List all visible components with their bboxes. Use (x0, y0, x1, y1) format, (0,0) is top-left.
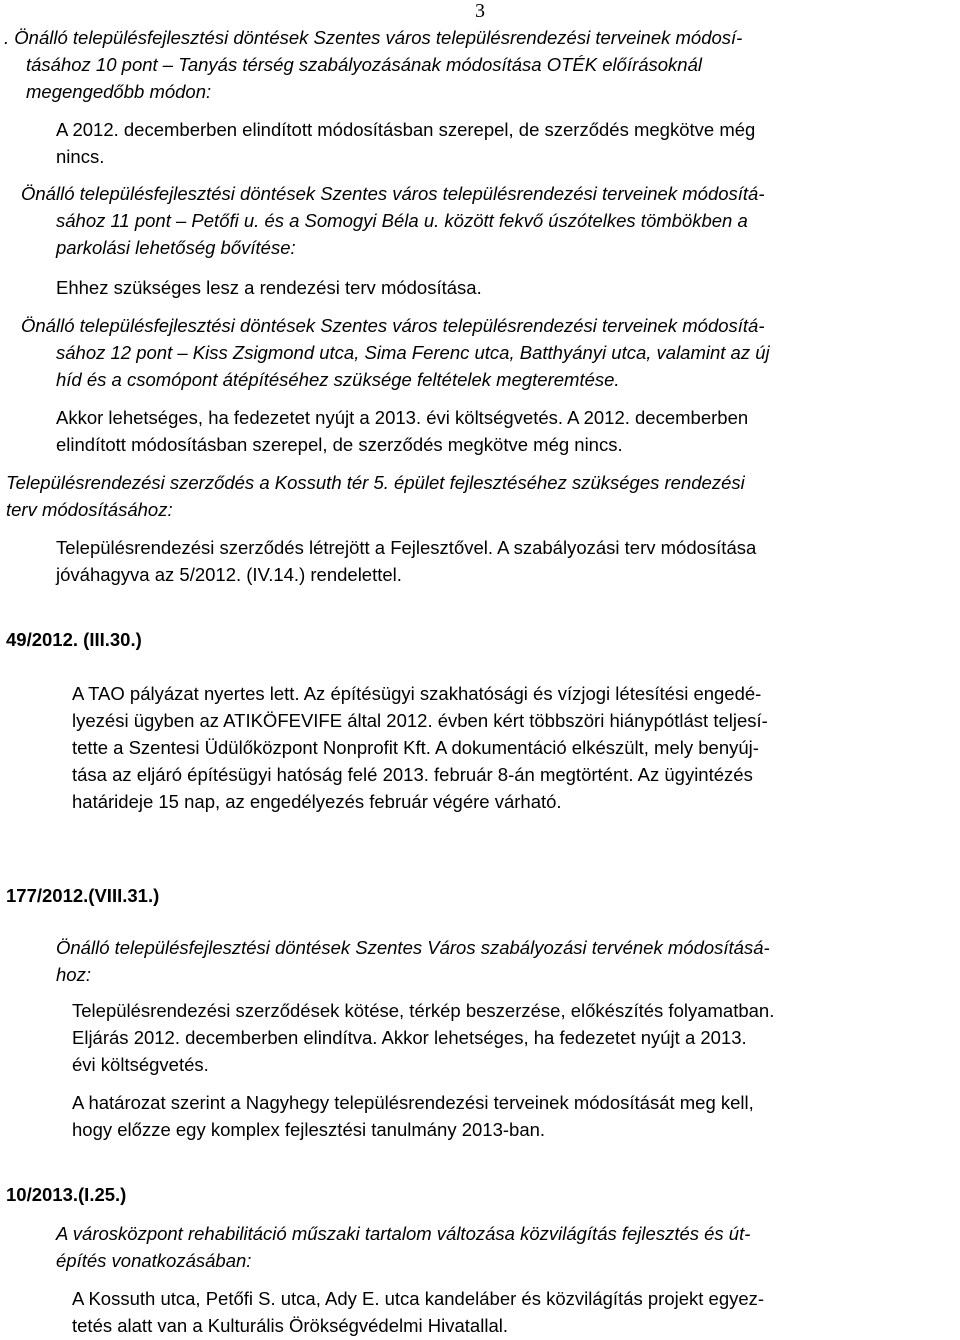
item-10-status-line-1: A 2012. decemberben elindított módosításban szerepel, de szerződés megkötve még (56, 119, 756, 140)
page-number: 3 (475, 0, 485, 22)
kossuth-status-line-1: Településrendezési szerződés létrejött a Fejlesztővel. A szabályozási terv módosítása (56, 537, 757, 558)
resolution-49-line-5: határideje 15 nap, az engedélyezés február végére várható. (72, 791, 562, 812)
resolution-10-line-2: tetés alatt van a Kulturális Örökségvédelmi Hivatallal. (72, 1315, 508, 1336)
resolution-177-line-4: A határozat szerint a Nagyhegy településrendezési terveinek módosítását meg kell, (72, 1092, 754, 1113)
item-10-heading-line-1: . Önálló településfejlesztési döntések Szentes város településrendezési terveinek módosí- (4, 27, 743, 48)
resolution-10-heading-line-1: A városközpont rehabilitáció műszaki tartalom változása közvilágítás fejlesztés és út- (56, 1223, 751, 1244)
resolution-177-line-1: Településrendezési szerződések kötése, térkép beszerzése, előkészítés folyamatban. (72, 1000, 775, 1021)
resolution-177-2012-title: 177/2012.(VIII.31.) (6, 885, 160, 906)
resolution-10-2013-title: 10/2013.(I.25.) (6, 1184, 127, 1205)
resolution-177-line-5: hogy előzze egy komplex fejlesztési tanulmány 2013-ban. (72, 1119, 546, 1140)
resolution-49-line-1: A TAO pályázat nyertes lett. Az építésügyi szakhatósági és vízjogi létesítési engedé- (72, 683, 762, 704)
item-11-heading-line-1: Önálló településfejlesztési döntések Szentes város településrendezési terveinek módosítá- (21, 183, 765, 204)
item-10-heading-line-2: tásához 10 pont – Tanyás térség szabályozásának módosítása OTÉK előírásoknál (26, 54, 702, 75)
kossuth-heading-line-1: Településrendezési szerződés a Kossuth tér 5. épület fejlesztéséhez szükséges rendezési (6, 472, 745, 493)
item-11-heading-line-2: sához 11 pont – Petőfi u. és a Somogyi Béla u. között fekvő úszótelkes tömbökben a (56, 210, 748, 231)
resolution-177-line-2: Eljárás 2012. decemberben elindítva. Akkor lehetséges, ha fedezetet nyújt a 2013. (72, 1027, 747, 1048)
resolution-49-line-2: lyezési ügyben az ATIKÖFEVIFE által 2012. évben kért többszöri hiánypótlást teljesí- (72, 710, 768, 731)
resolution-10-heading-line-2: építés vonatkozásában: (56, 1250, 252, 1271)
resolution-177-heading-line-2: hoz: (56, 964, 91, 985)
item-12-status-line-1: Akkor lehetséges, ha fedezetet nyújt a 2013. évi költségvetés. A 2012. decemberben (56, 407, 749, 428)
item-12-status-line-2: elindított módosításban szerepel, de szerződés megkötve még nincs. (56, 434, 623, 455)
resolution-10-line-1: A Kossuth utca, Petőfi S. utca, Ady E. utca kandeláber és közvilágítás projekt egyez- (72, 1288, 765, 1309)
item-10-status-line-2: nincs. (56, 146, 105, 167)
item-12-heading-line-3: híd és a csomópont átépítéséhez szüksége feltételek megteremtése. (56, 369, 620, 390)
resolution-49-2012-title: 49/2012. (III.30.) (6, 629, 142, 650)
item-11-heading-line-3: parkolási lehetőség bővítése: (56, 237, 296, 258)
item-12-heading-line-2: sához 12 pont – Kiss Zsigmond utca, Sima Ferenc utca, Batthyányi utca, valamint az új (56, 342, 770, 363)
resolution-49-line-4: tása az eljáró építésügyi hatóság felé 2013. február 8-án megtörtént. Az ügyintézés (72, 764, 753, 785)
item-12-heading-line-1: Önálló településfejlesztési döntések Szentes város településrendezési terveinek módosítá- (21, 315, 765, 336)
kossuth-status-line-2: jóváhagyva az 5/2012. (IV.14.) rendelettel. (56, 564, 402, 585)
kossuth-heading-line-2: terv módosításához: (6, 499, 173, 520)
resolution-177-heading-line-1: Önálló településfejlesztési döntések Szentes Város szabályozási tervének módosításá- (56, 937, 770, 958)
item-10-heading-line-3: megengedőbb módon: (26, 81, 212, 102)
resolution-49-line-3: tette a Szentesi Üdülőközpont Nonprofit Kft. A dokumentáció elkészült, mely benyúj- (72, 737, 759, 758)
item-11-status: Ehhez szükséges lesz a rendezési terv módosítása. (56, 277, 482, 298)
resolution-177-line-3: évi költségvetés. (72, 1054, 209, 1075)
